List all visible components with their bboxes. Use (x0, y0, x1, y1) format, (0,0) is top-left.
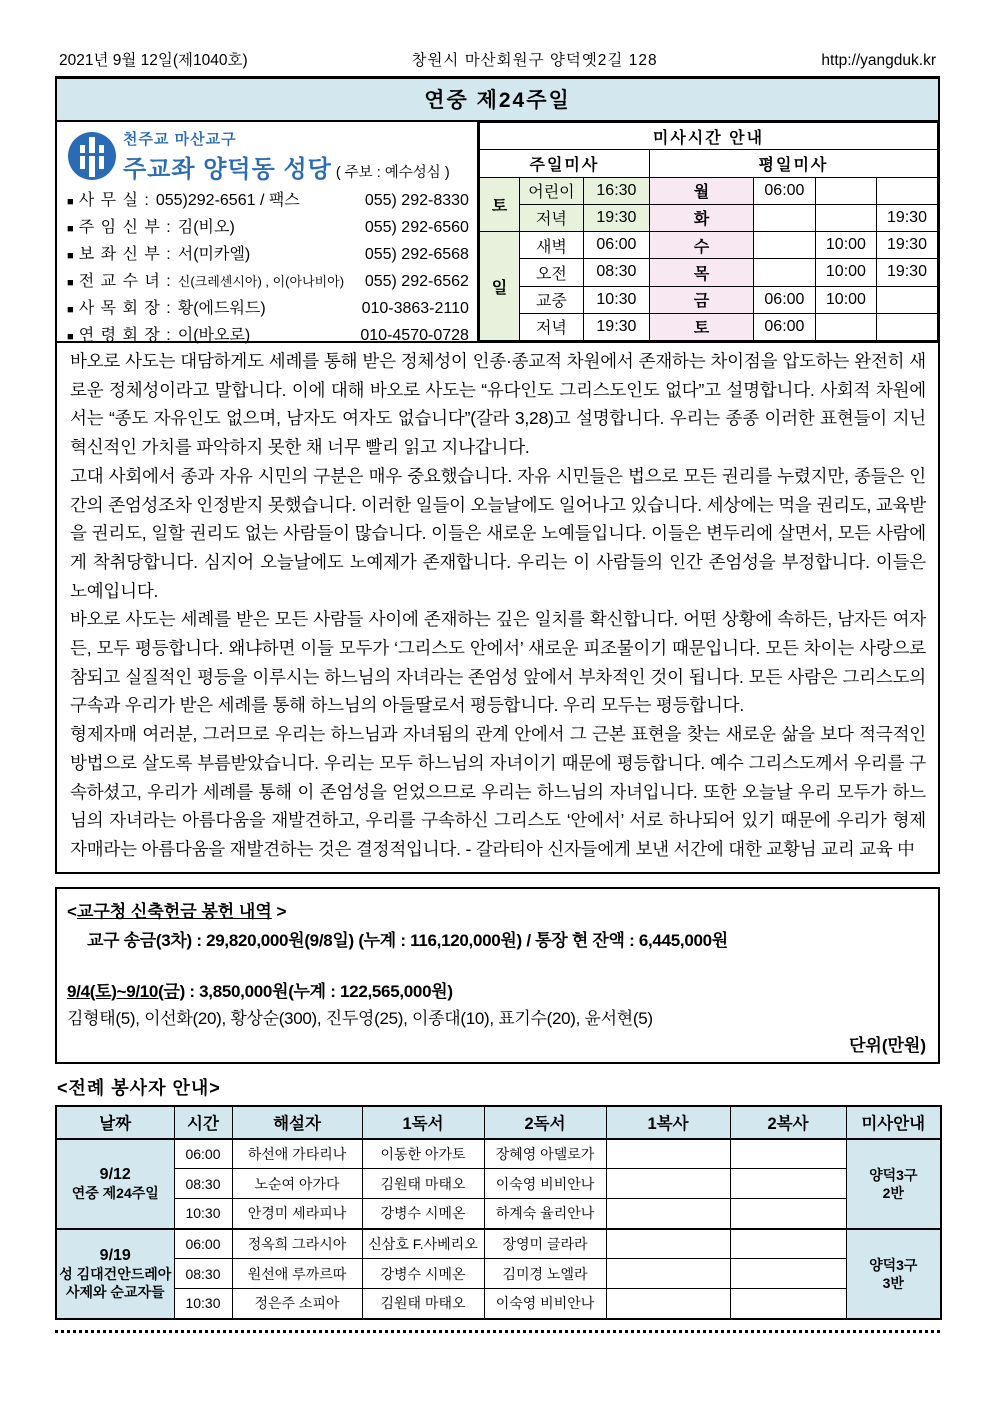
donation-box (55, 887, 940, 1064)
weekday-time (876, 313, 937, 340)
reader2-cell: 하계숙 율리안나 (484, 1199, 606, 1229)
mass-schedule-table (479, 122, 938, 341)
info-section (57, 122, 938, 344)
weekday-time: 19:30 (876, 259, 937, 286)
col-server1: 1복사 (606, 1106, 730, 1139)
donation-spacer (67, 951, 926, 977)
weekday-label: 월 (649, 177, 753, 204)
weekday-time (753, 232, 815, 259)
reader2-cell: 김미경 노엘라 (484, 1259, 606, 1289)
server2-cell (730, 1229, 846, 1259)
mass-table-title: 미사시간 안내 (479, 123, 937, 150)
reader1-cell: 신삼호 F.사베리오 (362, 1229, 484, 1259)
contact-row-purgatorial-chair: ■ 연 령 회 장 : 이(바오로) 010-4570-0728 (67, 323, 469, 350)
sunday-mass-header: 주일미사 (479, 150, 649, 177)
weekday-time (815, 177, 876, 204)
col-commentator: 해설자 (232, 1106, 362, 1139)
mass-name: 새벽 (519, 232, 583, 259)
mass-time: 19:30 (583, 313, 649, 340)
parish-logo-icon (67, 131, 117, 181)
weekday-time: 06:00 (753, 177, 815, 204)
col-time: 시간 (174, 1106, 232, 1139)
mass-schedule-panel (479, 122, 938, 341)
mass-name: 교중 (519, 286, 583, 313)
reader2-cell: 이숙영 비비안나 (484, 1169, 606, 1199)
server1-cell (606, 1169, 730, 1199)
server2-cell (730, 1139, 846, 1169)
weekday-label: 토 (649, 313, 753, 340)
weekday-time (876, 177, 937, 204)
table-row (56, 1139, 941, 1169)
contact-row-assistant-pastor: ■ 보 좌 신 부 : 서(미카엘) 055) 292-6568 (67, 242, 469, 269)
table-row (56, 1259, 941, 1289)
table-row (56, 1229, 941, 1259)
mass-time: 19:30 (583, 204, 649, 231)
server1-cell (606, 1139, 730, 1169)
page-title: 연중 제24주일 (57, 79, 938, 122)
weekday-time (753, 204, 815, 231)
weekday-time: 19:30 (876, 204, 937, 231)
paragraph-2: 고대 사회에서 종과 자유 시민의 구분은 매우 중요했습니다. 자유 시민들은 법으로 모든 권리를 누렸지만, 종들은 인간의 존엄성조차 인정받지 못했습니다. 이러한 일들이 오늘날에도 일어나고 있습니다. 세상에는 먹을 권리도, 교육받을 권리도, 일할 권리도 없는 사람들이 많습니다. 이들은 새로운 노예들입니다. 이들은 변두리에 살면서, 모든 사람에게 착취당합니다. 심지어 오늘날에도 노예제가 존재합니다. 우리는 이 사람들의 인간 존엄성을 부정합니다. 이들은 노예입니다. (70, 465, 926, 601)
parish-name-block (123, 128, 450, 184)
col-server2: 2복사 (730, 1106, 846, 1139)
weekday-label: 수 (649, 232, 753, 259)
server2-cell (730, 1259, 846, 1289)
server1-cell (606, 1229, 730, 1259)
table-row (56, 1169, 941, 1199)
parish-brand (67, 128, 469, 184)
server1-cell (606, 1289, 730, 1319)
weekday-mass-header: 평일미사 (649, 150, 937, 177)
paragraph-4: 형제자매 여러분, 그러므로 우리는 하느님과 자녀됨의 관계 안에서 그 근본 표현을 찾는 새로운 삶을 보다 적극적인 방법으로 살도록 부름받았습니다. 우리는 모두 하느님의 자녀이기 때문에 평등합니다. 예수 그리스도께서 우리를 구속하셨고, 우리가 세례를 통해 이 존엄성을 얻었으므로 우리는 하느님의 자녀입니다. 또한 오늘날 우리 모두가 하느님의 자녀라는 아름다움을 재발견하고, 우리를 구속하신 그리스도 ‘안에서’ 서로 하나되어 있기 때문에 우리가 형제자매라는 아름다움을 재발견하는 것은 결정적입니다. - 갈라티아 신자들에게 보낸 서간에 대한 교황님 교리 교육 中 (70, 724, 926, 859)
commentator-cell: 정은주 소피아 (232, 1289, 362, 1319)
commentator-cell: 하선애 가타리나 (232, 1139, 362, 1169)
paragraph-1: 바오로 사도는 대담하게도 세례를 통해 받은 정체성이 인종·종교적 차원에서 존재하는 차이점을 압도하는 완전히 새로운 정체성이라고 말합니다. 이에 대해 바오로 사도는 “유다인도 그리스도인도 없다”고 설명합니다. 사회적 차원에서는 “종도 자유인도 없으며, 남자도 여자도 없습니다”(갈라 3,28)고 설명합니다. 우리는 종종 이러한 표현들이 지닌 혁신적인 가치를 파악하지 못한 채 너무 빨리 읽고 지나갑니다. (70, 351, 926, 458)
table-row (56, 1199, 941, 1229)
contact-row-sisters: ■ 전 교 수 녀 : 신(크레센시아) , 이(아나비아) 055) 292-6562 (67, 269, 469, 296)
mass-time: 10:30 (583, 286, 649, 313)
top-header (55, 48, 940, 79)
donation-unit: 단위(만원) (848, 1035, 926, 1055)
donation-transfer-line: 교구 송금(3차) : 29,820,000원(9/8일) (누계 : 116,120,000원) / 통장 현 잔액 : 6,445,000원 (87, 930, 728, 950)
weekday-label: 금 (649, 286, 753, 313)
mass-guide-cell-919: 양덕3구 3반 (846, 1229, 941, 1319)
time-cell: 10:30 (174, 1199, 232, 1229)
mass-name: 저녁 (519, 204, 583, 231)
diocese-name: 천주교 마산교구 (123, 131, 237, 148)
time-cell: 06:00 (174, 1139, 232, 1169)
col-reader1: 1독서 (362, 1106, 484, 1139)
weekday-label: 목 (649, 259, 753, 286)
reader1-cell: 강병수 시메온 (362, 1199, 484, 1229)
server2-cell (730, 1199, 846, 1229)
time-cell: 08:30 (174, 1169, 232, 1199)
time-cell: 10:30 (174, 1289, 232, 1319)
weekday-time: 06:00 (753, 313, 815, 340)
main-box (55, 79, 940, 874)
mass-name: 어린이 (519, 177, 583, 204)
contact-row-pastoral-chair: ■ 사 목 회 장 : 황(에드워드) 010-3863-2110 (67, 296, 469, 323)
catechesis-text (57, 341, 938, 872)
server1-cell (606, 1199, 730, 1229)
weekday-time (876, 286, 937, 313)
reader1-cell: 이동한 아가토 (362, 1139, 484, 1169)
commentator-cell: 노순여 아가다 (232, 1169, 362, 1199)
weekday-time: 10:00 (815, 259, 876, 286)
sunday-label: 일 (479, 232, 519, 341)
weekday-time (815, 313, 876, 340)
parish-name: 주교좌 양덕동 성당 (123, 156, 332, 183)
reader2-cell: 장혜영 아델로가 (484, 1139, 606, 1169)
volunteers-header-row (56, 1106, 941, 1139)
time-cell: 08:30 (174, 1259, 232, 1289)
weekday-time (815, 204, 876, 231)
weekday-label: 화 (649, 204, 753, 231)
mass-time: 06:00 (583, 232, 649, 259)
reader2-cell: 이숙영 비비안나 (484, 1289, 606, 1319)
bottom-divider (55, 1330, 940, 1333)
date-cell-919: 9/19 성 김대건안드레아 사제와 순교자들 (56, 1229, 174, 1319)
col-mass-guide: 미사안내 (846, 1106, 941, 1139)
mass-time: 08:30 (583, 259, 649, 286)
donation-heading: <교구청 신축헌금 봉헌 내역 > (67, 901, 287, 921)
weekday-time: 06:00 (753, 286, 815, 313)
server2-cell (730, 1289, 846, 1319)
col-date: 날짜 (56, 1106, 174, 1139)
reader2-cell: 장영미 글라라 (484, 1229, 606, 1259)
mass-guide-cell-912: 양덕3구 2반 (846, 1139, 941, 1229)
weekday-time: 10:00 (815, 286, 876, 313)
server1-cell (606, 1259, 730, 1289)
table-row (56, 1289, 941, 1319)
parish-patron: ( 주보 : 예수성심 ) (335, 165, 450, 181)
reader1-cell: 김원태 마태오 (362, 1169, 484, 1199)
commentator-cell: 원선애 루까르따 (232, 1259, 362, 1289)
reader1-cell: 김원태 마태오 (362, 1289, 484, 1319)
col-reader2: 2독서 (484, 1106, 606, 1139)
server2-cell (730, 1169, 846, 1199)
reader1-cell: 강병수 시메온 (362, 1259, 484, 1289)
parish-address: 창원시 마산회원구 양덕옛2길 128 (411, 52, 658, 69)
mass-name: 저녁 (519, 313, 583, 340)
volunteers-heading: <전례 봉사자 안내> (57, 1077, 221, 1098)
mass-name: 오전 (519, 259, 583, 286)
donation-donors: 김형태(5), 이선화(20), 황상순(300), 진두영(25), 이종대(10), 표기수(20), 윤서현(5) (67, 1008, 653, 1028)
mass-time: 16:30 (583, 177, 649, 204)
paragraph-3: 바오로 사도는 세례를 받은 모든 사람들 사이에 존재하는 깊은 일치를 확신합니다. 어떤 상황에 속하든, 남자든 여자든, 모두 평등합니다. 왜냐하면 이들 모두가 ‘그리스도 안에서’ 새로운 피조물이기 때문입니다. 모든 차이는 사랑으로 참되고 실질적인 평등을 이루시는 하느님의 자녀라는 존엄성 앞에서 부차적인 것이 됩니다. 모든 사람은 그리스도의 구속과 우리가 받은 세례를 통해 하느님의 아들딸로서 평등합니다. 우리 모두는 평등합니다. (70, 609, 926, 716)
contact-row-pastor: ■ 주 임 신 부 : 김(비오) 055) 292-6560 (67, 215, 469, 242)
saturday-label: 토 (479, 177, 519, 232)
donation-week-line: 9/4(토)~9/10(금) : 3,850,000원(누계 : 122,565,000원) (67, 981, 453, 1001)
weekday-time: 10:00 (815, 232, 876, 259)
volunteers-table (55, 1105, 942, 1320)
parish-info-panel (57, 122, 479, 344)
parish-url: http://yangduk.kr (821, 52, 936, 69)
issue-date: 2021년 9월 12일(제1040호) (59, 52, 248, 69)
weekday-time (753, 259, 815, 286)
time-cell: 06:00 (174, 1229, 232, 1259)
date-cell-912: 9/12 연중 제24주일 (56, 1139, 174, 1229)
commentator-cell: 안경미 세라피나 (232, 1199, 362, 1229)
contact-row-office: ■ 사 무 실 : 055)292-6561 / 팩스 055) 292-8330 (67, 188, 469, 215)
commentator-cell: 정옥희 그라시아 (232, 1229, 362, 1259)
contact-list (67, 188, 469, 350)
weekday-time: 19:30 (876, 232, 937, 259)
